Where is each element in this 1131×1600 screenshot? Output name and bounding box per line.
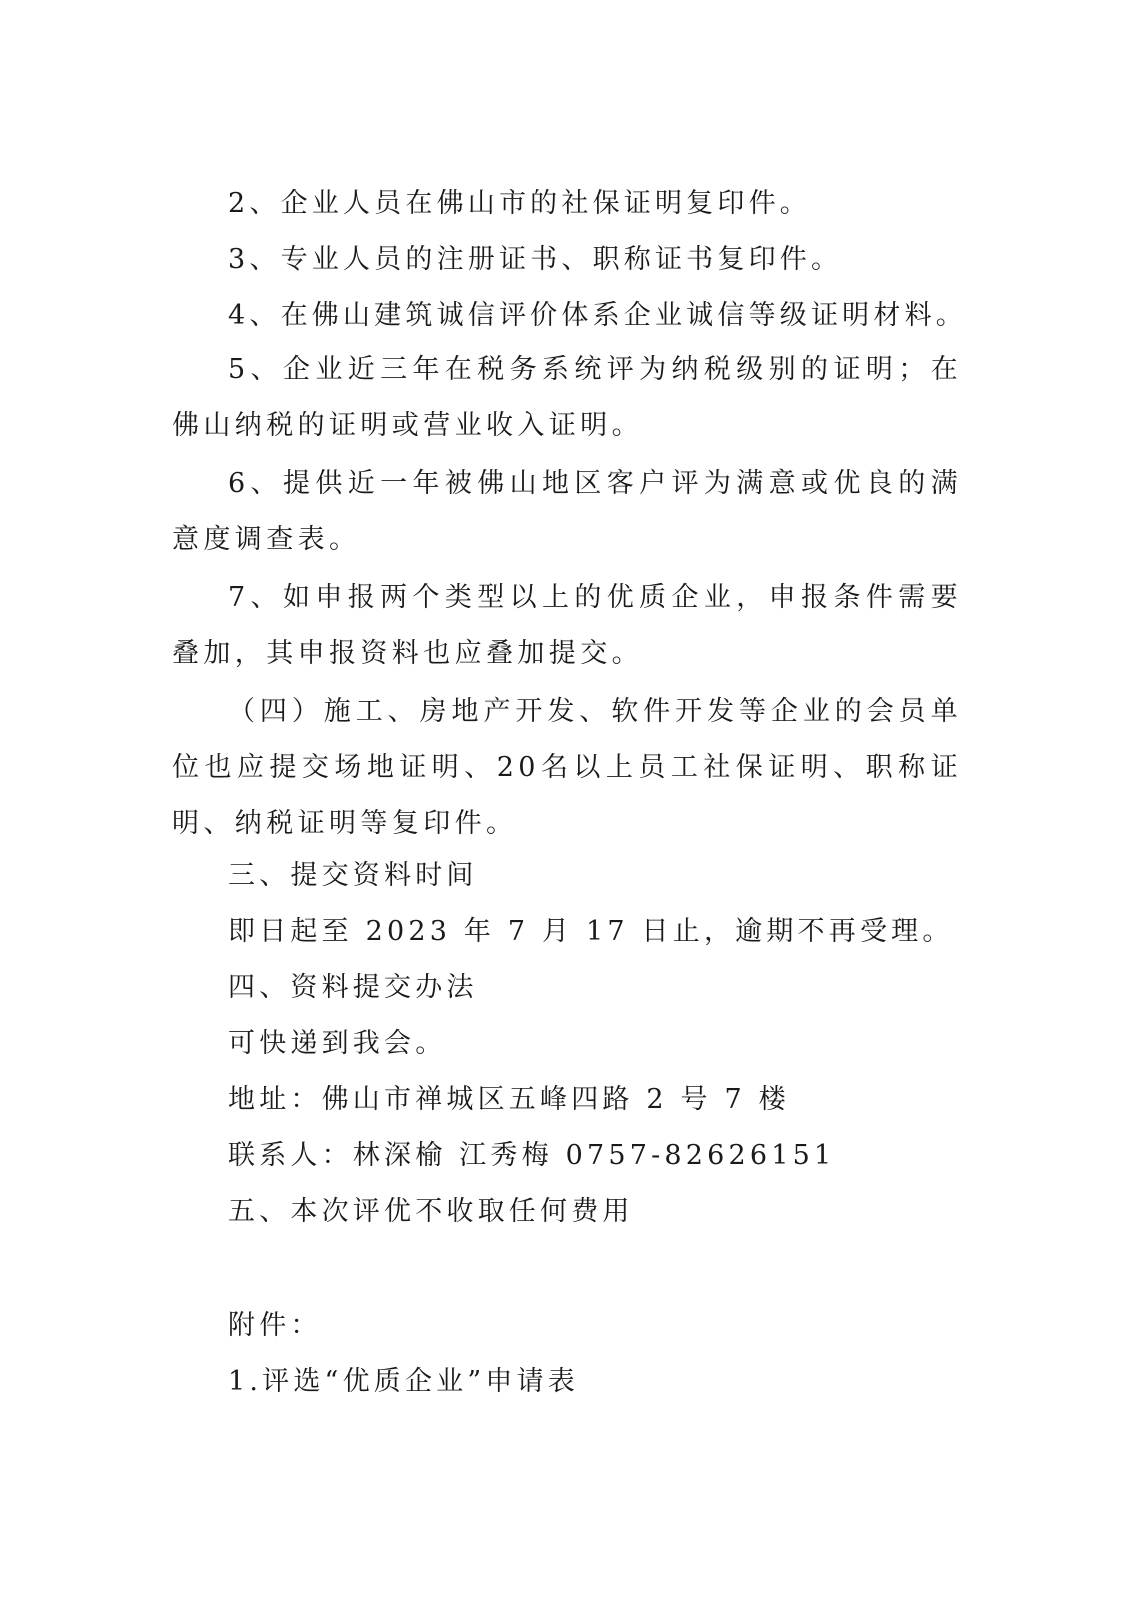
item-7: 7、如申报两个类型以上的优质企业，申报条件需要叠加，其申报资料也应叠加提交。	[172, 582, 962, 669]
submission-method-text: 可快递到我会。	[228, 1028, 447, 1059]
attachments-label: 附件：	[228, 1310, 322, 1341]
submission-time-heading: 三、提交资料时间	[228, 860, 478, 891]
submission-time-text: 即日起至 2023 年 7 月 17 日止，逾期不再受理。	[228, 916, 954, 947]
section-4-paragraph: （四）施工、房地产开发、软件开发等企业的会员单位也应提交场地证明、20名以上员工社保证明、职称证明、纳税证明等复印件。	[172, 696, 962, 839]
submission-method-heading: 四、资料提交办法	[228, 972, 478, 1003]
address-line: 地址：佛山市禅城区五峰四路 2 号 7 楼	[228, 1084, 790, 1115]
contact-line: 联系人：林深榆 江秀梅 0757-82626151	[228, 1140, 836, 1171]
item-5: 5、企业近三年在税务系统评为纳税级别的证明；在佛山纳税的证明或营业收入证明。	[172, 354, 962, 441]
item-6: 6、提供近一年被佛山地区客户评为满意或优良的满意度调查表。	[172, 468, 962, 555]
fee-heading: 五、本次评优不收取任何费用	[228, 1196, 634, 1227]
attachment-item-1: 1.评选“优质企业”申请表	[228, 1366, 579, 1397]
item-3: 3、专业人员的注册证书、职称证书复印件。	[228, 244, 843, 275]
item-2: 2、企业人员在佛山市的社保证明复印件。	[228, 188, 811, 219]
item-4: 4、在佛山建筑诚信评价体系企业诚信等级证明材料。	[228, 300, 967, 331]
